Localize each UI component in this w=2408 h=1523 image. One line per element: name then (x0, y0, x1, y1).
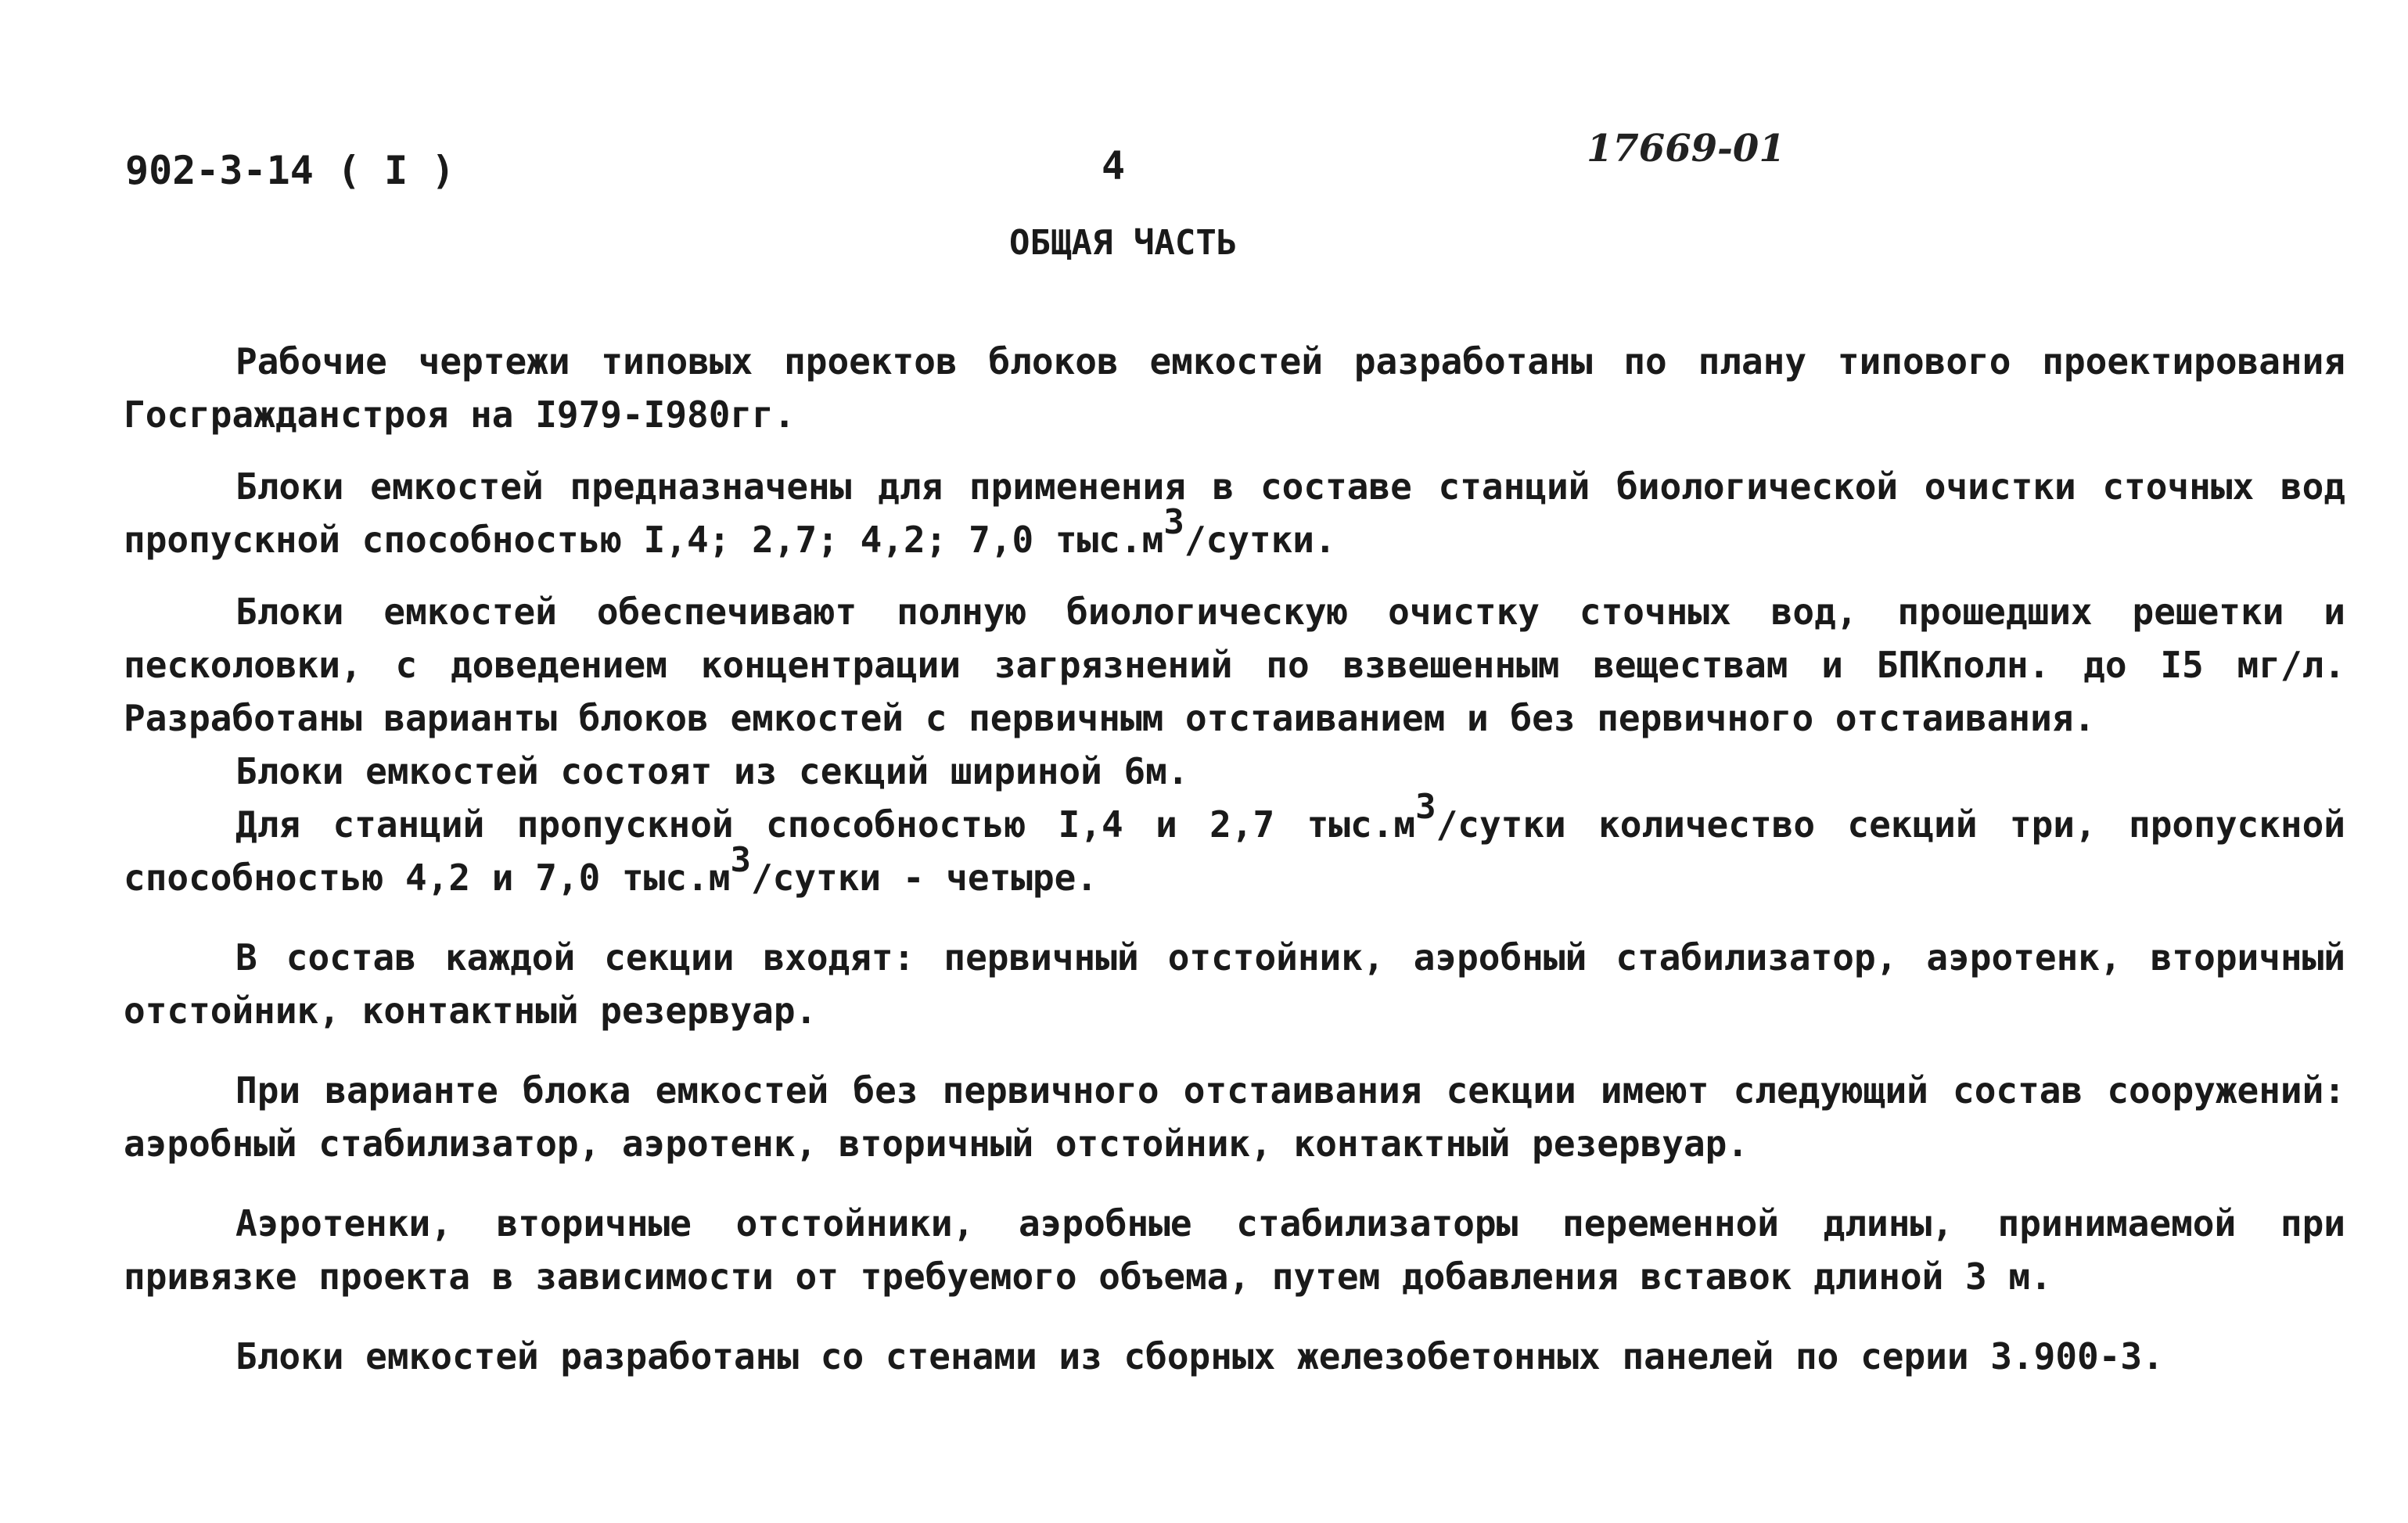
paragraph-4: Блоки емкостей состоят из секций шириной 6м. (235, 750, 1189, 792)
paragraph-9: Блоки емкостей разработаны со стенами из сборных железобетонных панелей по серии 3.900-3. (235, 1335, 2164, 1378)
paragraph-1: Рабочие чертежи типовых проектов блоков емкостей разработаны по плану типового проектирования Госгражданстроя на I979-I980гг. (124, 340, 2345, 436)
cubic-superscript: 3 (730, 839, 751, 880)
paragraph-5 (124, 786, 2345, 904)
paragraph-2 (124, 460, 2345, 566)
paragraph-5-middle: /сутки количество секций три, пропускной способностью 4,2 и 7,0 тыс.м (124, 803, 2345, 899)
document-code: 902-3-14 ( I ) (125, 148, 455, 193)
paragraph-8: Аэротенки, вторичные отстойники, аэробные стабилизаторы переменной длины, принимаемой при привязке проекта в зависимости от требуемого объема, путем добавления вставок длиной 3 м. (124, 1202, 2345, 1298)
cubic-superscript: 3 (1415, 786, 1436, 827)
paragraph-2-tail: /сутки. (1184, 519, 1336, 561)
section-title: ОБЩАЯ ЧАСТЬ (1009, 223, 1238, 263)
cubic-superscript: 3 (1163, 501, 1184, 542)
page-number: 4 (1102, 143, 1126, 189)
handwritten-inventory-number: 17669-01 (1587, 127, 1785, 171)
paragraph-2-text: Блоки емкостей предназначены для применения в составе станций биологической очистки сточных вод пропускной способностью I,4; 2,7; 4,2; 7,0 тыс.м (124, 465, 2345, 561)
paragraph-6: В состав каждой секции входят: первичный отстойник, аэробный стабилизатор, аэротенк, вторичный отстойник, контактный резервуар. (124, 936, 2345, 1032)
paragraph-5-text: Для станций пропускной способностью I,4 и 2,7 тыс.м (235, 803, 1416, 846)
paragraph-5-tail: /сутки - четыре. (750, 857, 1098, 899)
body-text (124, 335, 2345, 1383)
paragraph-7: При варианте блока емкостей без первичного отстаивания секции имеют следующий состав сооружений: аэробный стабилизатор, аэротенк, вторичный отстойник, контактный резервуар. (124, 1069, 2345, 1165)
paragraph-3: Блоки емкостей обеспечивают полную биологическую очистку сточных вод, прошедших решетки и песколовки, с доведением концентрации загрязнений по взвешенным веществам и БПКполн. до I5 мг/л. Разработаны варианты блоков емкостей с первичным отстаиванием и без первичного отстаивания. (124, 591, 2345, 739)
